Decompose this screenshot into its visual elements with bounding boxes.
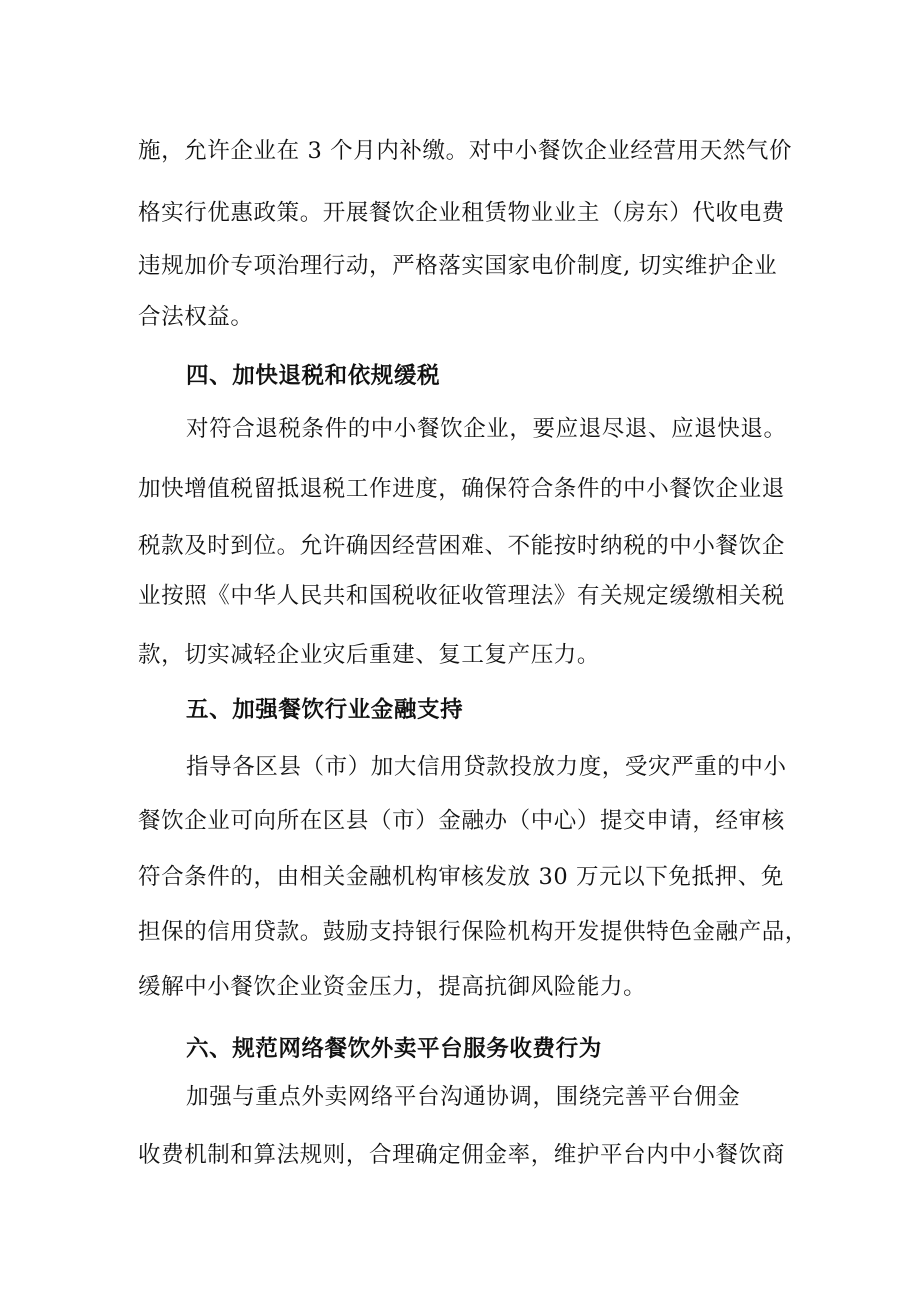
paragraph-line: 违规加价专项治理行动，严格落实国家电价制度, 切实维护企业: [138, 253, 778, 279]
section-heading-4: 四、加快退税和依规缓税: [186, 363, 441, 389]
paragraph-line: 餐饮企业可向所在区县（市）金融办（中心）提交申请，经审核: [138, 808, 785, 834]
paragraph-line: 业按照《中华人民共和国税收征收管理法》有关规定缓缴相关税: [138, 583, 785, 609]
paragraph-line: 符合条件的，由相关金融机构审核发放 30 万元以下免抵押、免: [138, 864, 784, 890]
paragraph-line: 担保的信用贷款。鼓励支持银行保险机构开发提供特色金融产品，: [138, 919, 808, 945]
section-heading-5: 五、加强餐饮行业金融支持: [186, 697, 464, 723]
paragraph-line: 合法权益。: [138, 304, 254, 330]
paragraph-line: 对符合退税条件的中小餐饮企业，要应退尽退、应退快退。: [186, 416, 787, 442]
paragraph-line: 款，切实减轻企业灾后重建、复工复产压力。: [138, 642, 601, 668]
section-heading-6: 六、规范网络餐饮外卖平台服务收费行为: [186, 1036, 602, 1062]
paragraph-line: 施，允许企业在 3 个月内补缴。对中小餐饮企业经营用天然气价: [138, 138, 793, 164]
paragraph-line: 缓解中小餐饮企业资金压力，提高抗御风险能力。: [138, 974, 647, 1000]
paragraph-line: 税款及时到位。允许确因经营困难、不能按时纳税的中小餐饮企: [138, 533, 785, 559]
paragraph-line: 加强与重点外卖网络平台沟通协调，围绕完善平台佣金: [186, 1084, 741, 1110]
paragraph-line: 格实行优惠政策。开展餐饮企业租赁物业业主（房东）代收电费: [138, 200, 785, 226]
paragraph-line: 收费机制和算法规则，合理确定佣金率，维护平台内中小餐饮商: [138, 1142, 785, 1168]
paragraph-line: 加快增值税留抵退税工作进度，确保符合条件的中小餐饮企业退: [138, 476, 785, 502]
paragraph-line: 指导各区县（市）加大信用贷款投放力度，受灾严重的中小: [186, 754, 787, 780]
